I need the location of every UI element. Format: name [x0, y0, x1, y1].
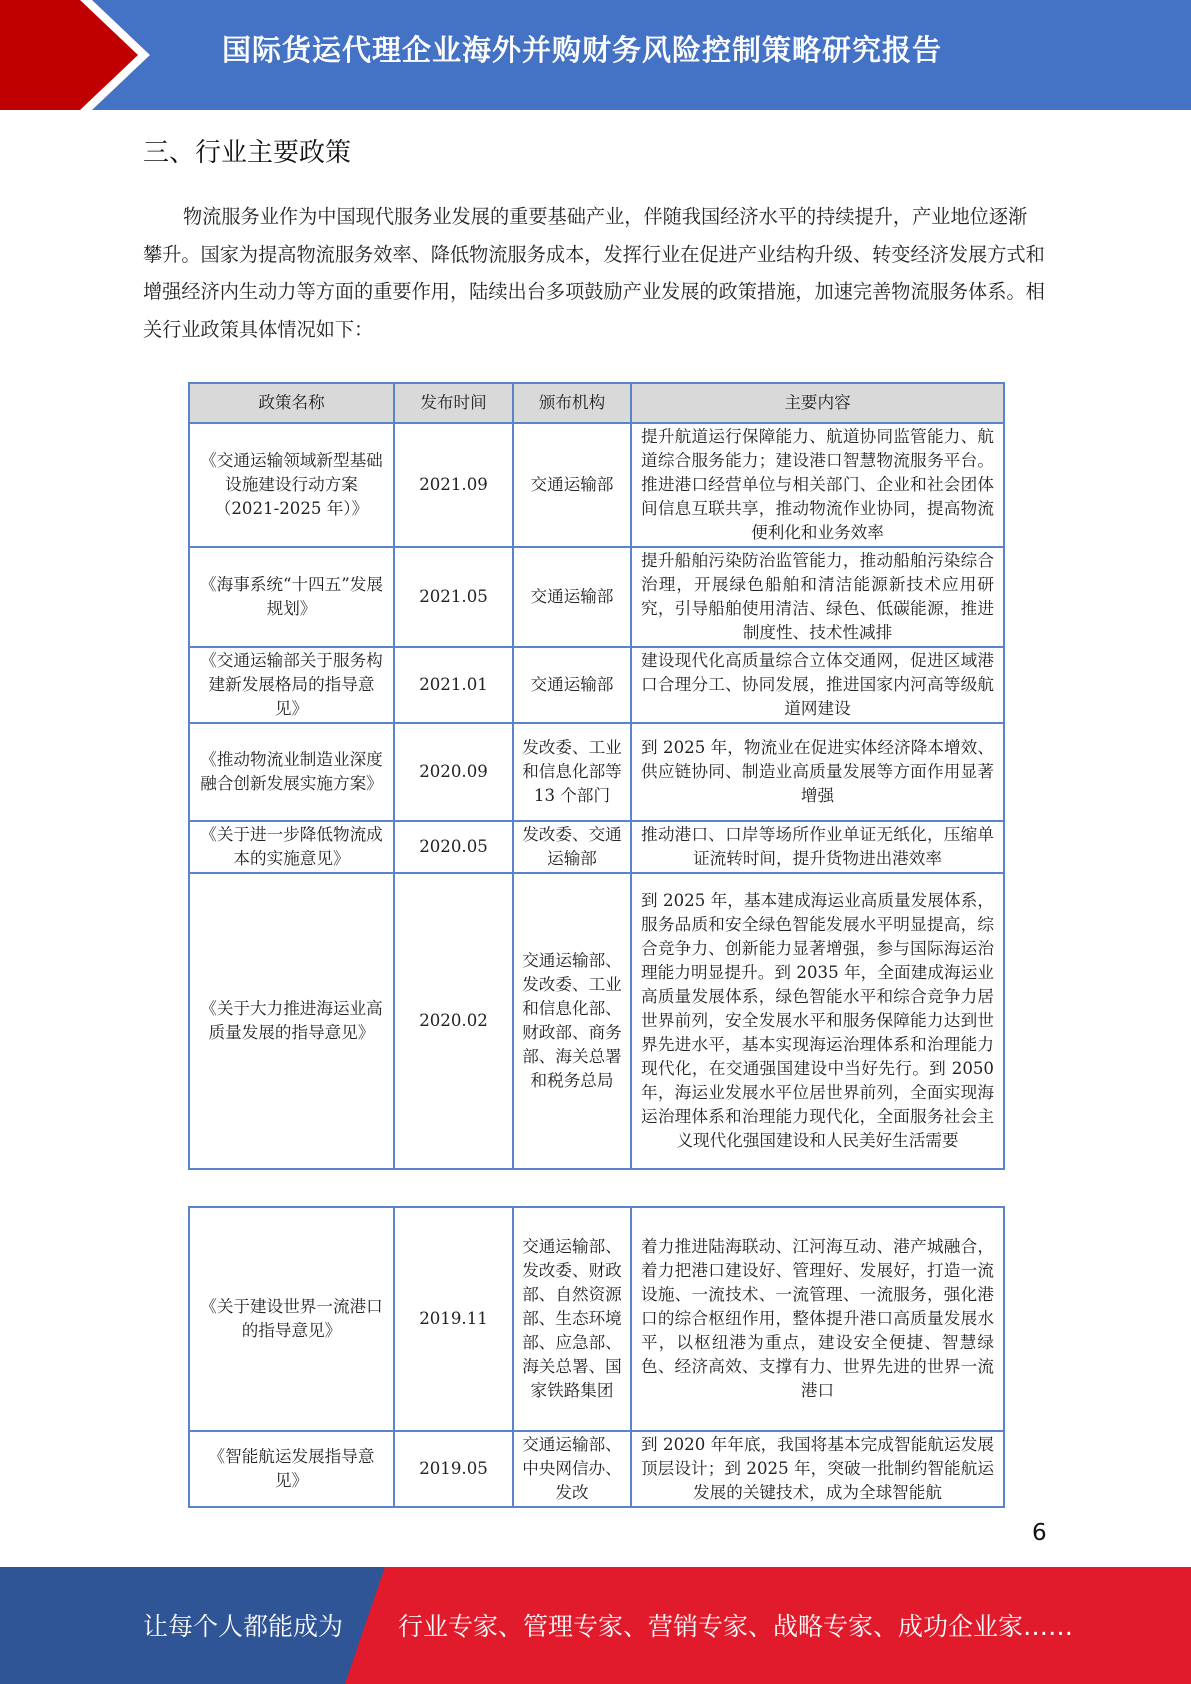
policy-content: 到 2025 年，物流业在促进实体经济降本增效、供应链协同、制造业高质量发展等方面作用显著增强: [631, 723, 1004, 821]
table-row: [189, 723, 1004, 821]
policy-content: 着力推进陆海联动、江河海互动、港产城融合，着力把港口建设好、管理好、发展好，打造一流设施、一流技术、一流管理、一流服务，强化港口的综合枢纽作用，整体提升港口高质量发展水平，以枢纽港为重点，建设安全便捷、智慧绿色、经济高效、支撑有力、世界先进的世界一流港口: [631, 1207, 1004, 1431]
policy-table-continued: [188, 1206, 1005, 1508]
header-policy-name: 政策名称: [189, 383, 394, 423]
table-row: [189, 821, 1004, 873]
policy-name: 《关于进一步降低物流成本的实施意见》: [189, 821, 394, 873]
table-row: [189, 423, 1004, 547]
report-title: 国际货运代理企业海外并购财务风险控制策略研究报告: [222, 33, 943, 67]
policy-date: 2021.01: [394, 647, 513, 723]
policy-content: 到 2020 年年底，我国将基本完成智能航运发展顶层设计；到 2025 年，突破一批制约智能航运发展的关键技术，成为全球智能航: [631, 1431, 1004, 1507]
policy-date: 2020.09: [394, 723, 513, 821]
policy-date: 2021.05: [394, 547, 513, 647]
policy-content: 推动港口、口岸等场所作业单证无纸化，压缩单证流转时间，提升货物进出港效率: [631, 821, 1004, 873]
page-footer: [0, 1567, 1191, 1684]
table-row: [189, 873, 1004, 1169]
policy-name: 《关于建设世界一流港口的指导意见》: [189, 1207, 394, 1431]
policy-date: 2020.02: [394, 873, 513, 1169]
policy-issuer: 交通运输部: [513, 647, 631, 723]
header-issuer: 颁布机构: [513, 383, 631, 423]
policy-content: 提升船舶污染防治监管能力，推动船舶污染综合治理，开展绿色船舶和清洁能源新技术应用研究，引导船舶使用清洁、绿色、低碳能源，推进制度性、技术性减排: [631, 547, 1004, 647]
policy-content: 到 2025 年，基本建成海运业高质量发展体系，服务品质和安全绿色智能发展水平明显提高，综合竞争力、创新能力显著增强，参与国际海运治理能力明显提升。到 2035 年，全面建成海运业高质量发展体系，绿色智能水平和综合竞争力居世界前列，安全发展水平和服务保障能力达到世界先进水平，基本实现海运治理体系和治理能力现代化，在交通强国建设中当好先行。到 2050 年，海运业发展水平位居世界前列，全面实现海运治理体系和治理能力现代化，全面服务社会主义现代化强国建设和人民美好生活需要: [631, 873, 1004, 1169]
policy-date: 2019.05: [394, 1431, 513, 1507]
header-release-date: 发布时间: [394, 383, 513, 423]
policy-issuer: 发改委、工业和信息化部等 13 个部门: [513, 723, 631, 821]
policy-name: 《海事系统“十四五”发展规划》: [189, 547, 394, 647]
policy-issuer: 交通运输部、中央网信办、发改: [513, 1431, 631, 1507]
policy-content: 提升航道运行保障能力、航道协同监管能力、航道综合服务能力；建设港口智慧物流服务平台。推进港口经营单位与相关部门、企业和社会团体间信息互联共享，推动物流作业协同，提高物流便利化和业务效率: [631, 423, 1004, 547]
policy-issuer: 交通运输部、发改委、工业和信息化部、财政部、商务部、海关总署和税务总局: [513, 873, 631, 1169]
policy-date: 2019.11: [394, 1207, 513, 1431]
policy-content: 建设现代化高质量综合立体交通网，促进区域港口合理分工、协同发展，推进国家内河高等级航道网建设: [631, 647, 1004, 723]
policy-issuer: 交通运输部: [513, 547, 631, 647]
policy-date: 2020.05: [394, 821, 513, 873]
page-header: [0, 0, 1191, 110]
policy-date: 2021.09: [394, 423, 513, 547]
policy-issuer: 交通运输部: [513, 423, 631, 547]
header-main-content: 主要内容: [631, 383, 1004, 423]
table-row: [189, 647, 1004, 723]
policy-name: 《推动物流业制造业深度融合创新发展实施方案》: [189, 723, 394, 821]
table-row: [189, 547, 1004, 647]
page-number: 6: [1032, 1520, 1047, 1546]
footer-slogan-right: 行业专家、管理专家、营销专家、战略专家、成功企业家……: [398, 1612, 1074, 1641]
policy-name: 《交通运输部关于服务构建新发展格局的指导意见》: [189, 647, 394, 723]
table-row: [189, 1207, 1004, 1431]
policy-name: 《关于大力推进海运业高质量发展的指导意见》: [189, 873, 394, 1169]
table-row: [189, 1431, 1004, 1507]
policy-table: [188, 382, 1005, 1170]
intro-paragraph: 物流服务业作为中国现代服务业发展的重要基础产业，伴随我国经济水平的持续提升，产业地位逐渐攀升。国家为提高物流服务效率、降低物流服务成本，发挥行业在促进产业结构升级、转变经济发展方式和增强经济内生动力等方面的重要作用，陆续出台多项鼓励产业发展的政策措施，加速完善物流服务体系。相关行业政策具体情况如下：: [143, 205, 1045, 341]
policy-issuer: 交通运输部、发改委、财政部、自然资源部、生态环境部、应急部、海关总署、国家铁路集团: [513, 1207, 631, 1431]
footer-slogan-left: 让每个人都能成为: [143, 1612, 344, 1641]
section-title: 三、行业主要政策: [143, 138, 352, 168]
policy-name: 《交通运输领域新型基础设施建设行动方案（2021-2025 年）》: [189, 423, 394, 547]
table-header-row: [189, 383, 1004, 423]
policy-issuer: 发改委、交通运输部: [513, 821, 631, 873]
policy-name: 《智能航运发展指导意见》: [189, 1431, 394, 1507]
